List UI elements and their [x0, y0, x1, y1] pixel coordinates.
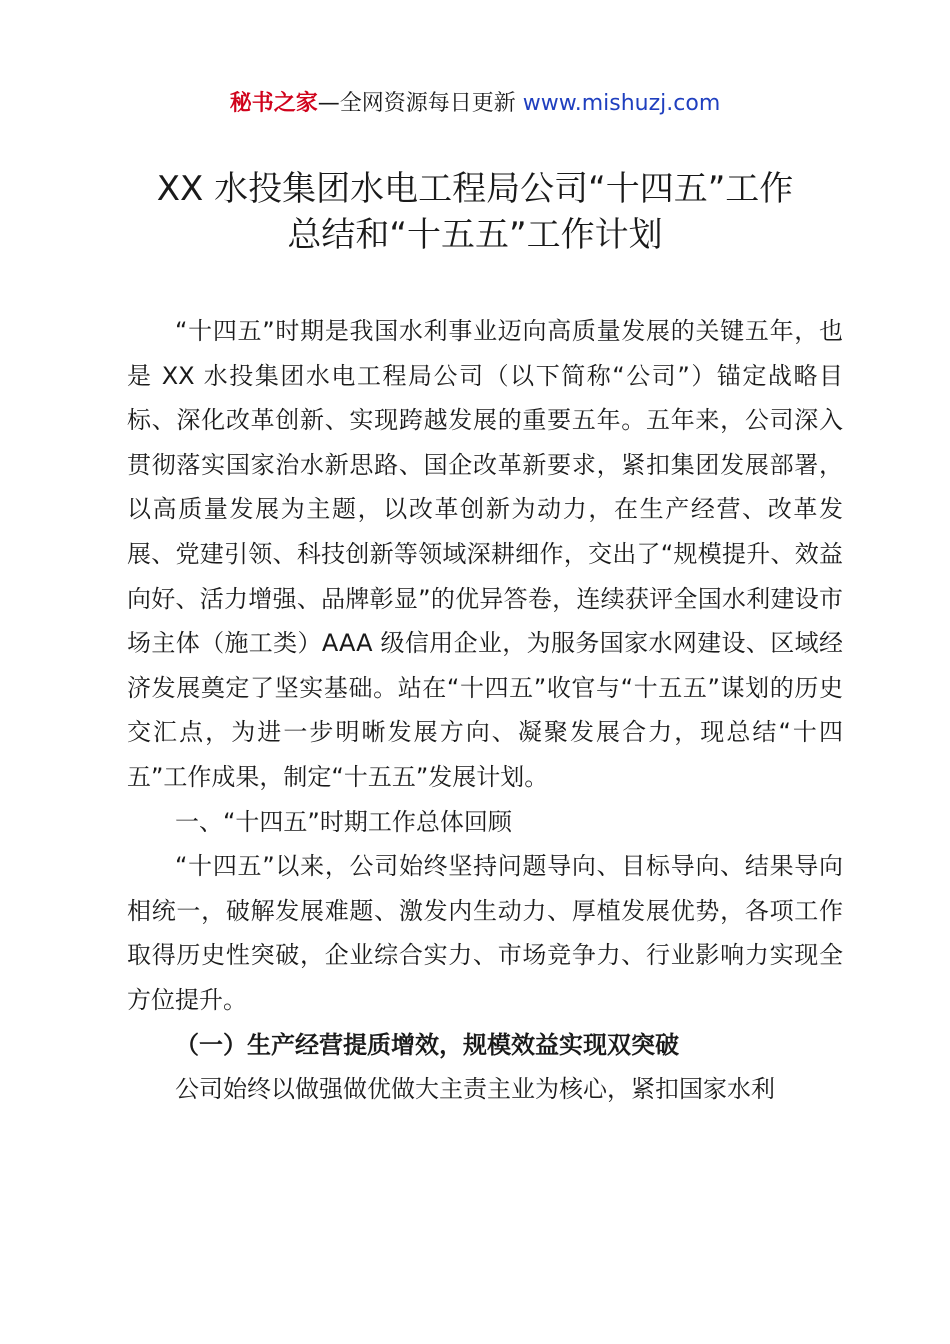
section-1-heading: 一、“十四五”时期工作总体回顾	[175, 807, 512, 836]
document-body	[127, 309, 843, 1112]
subsection-1-heading: （一）生产经营提质增效，规模效益实现双突破	[175, 1030, 679, 1059]
header-tagline: —全网资源每日更新	[317, 91, 523, 116]
section-1-paragraph: “十四五”以来，公司始终坚持问题导向、目标导向、结果导向相统一，破解发展难题、激发内生动力、厚植发展优势，各项工作取得历史性突破，企业综合实力、市场竞争力、行业影响力实现全方位提升。	[127, 852, 843, 1014]
brand-name: 秘书之家	[229, 91, 318, 116]
title-line-1: XX 水投集团水电工程局公司“十四五”工作	[156, 169, 794, 209]
title-line-2: 总结和“十五五”工作计划	[287, 215, 663, 255]
intro-paragraph: “十四五”时期是我国水利事业迈向高质量发展的关键五年，也是 XX 水投集团水电工程局公司（以下简称“公司”）锚定战略目标、深化改革创新、实现跨越发展的重要五年。五年来，公司深入贯彻落实国家治水新思路、国企改革新要求，紧扣集团发展部署，以高质量发展为主题，以改革创新为动力，在生产经营、改革发展、党建引领、科技创新等领域深耕细作，交出了“规模提升、效益向好、活力增强、品牌彰显”的优异答卷，连续获评全国水利建设市场主体（施工类）AAA 级信用企业，为服务国家水网建设、区域经济发展奠定了坚实基础。站在“十四五”收官与“十五五”谋划的历史交汇点，为进一步明晰发展方向、凝聚发展合力，现总结“十四五”工作成果，制定“十五五”发展计划。	[127, 317, 843, 791]
site-url-link[interactable]: www.mishuzj.com	[522, 91, 721, 116]
site-header	[0, 88, 950, 120]
document-title	[60, 166, 890, 258]
subsection-1-paragraph: 公司始终以做强做优做大主责主业为核心，紧扣国家水利	[175, 1075, 775, 1104]
